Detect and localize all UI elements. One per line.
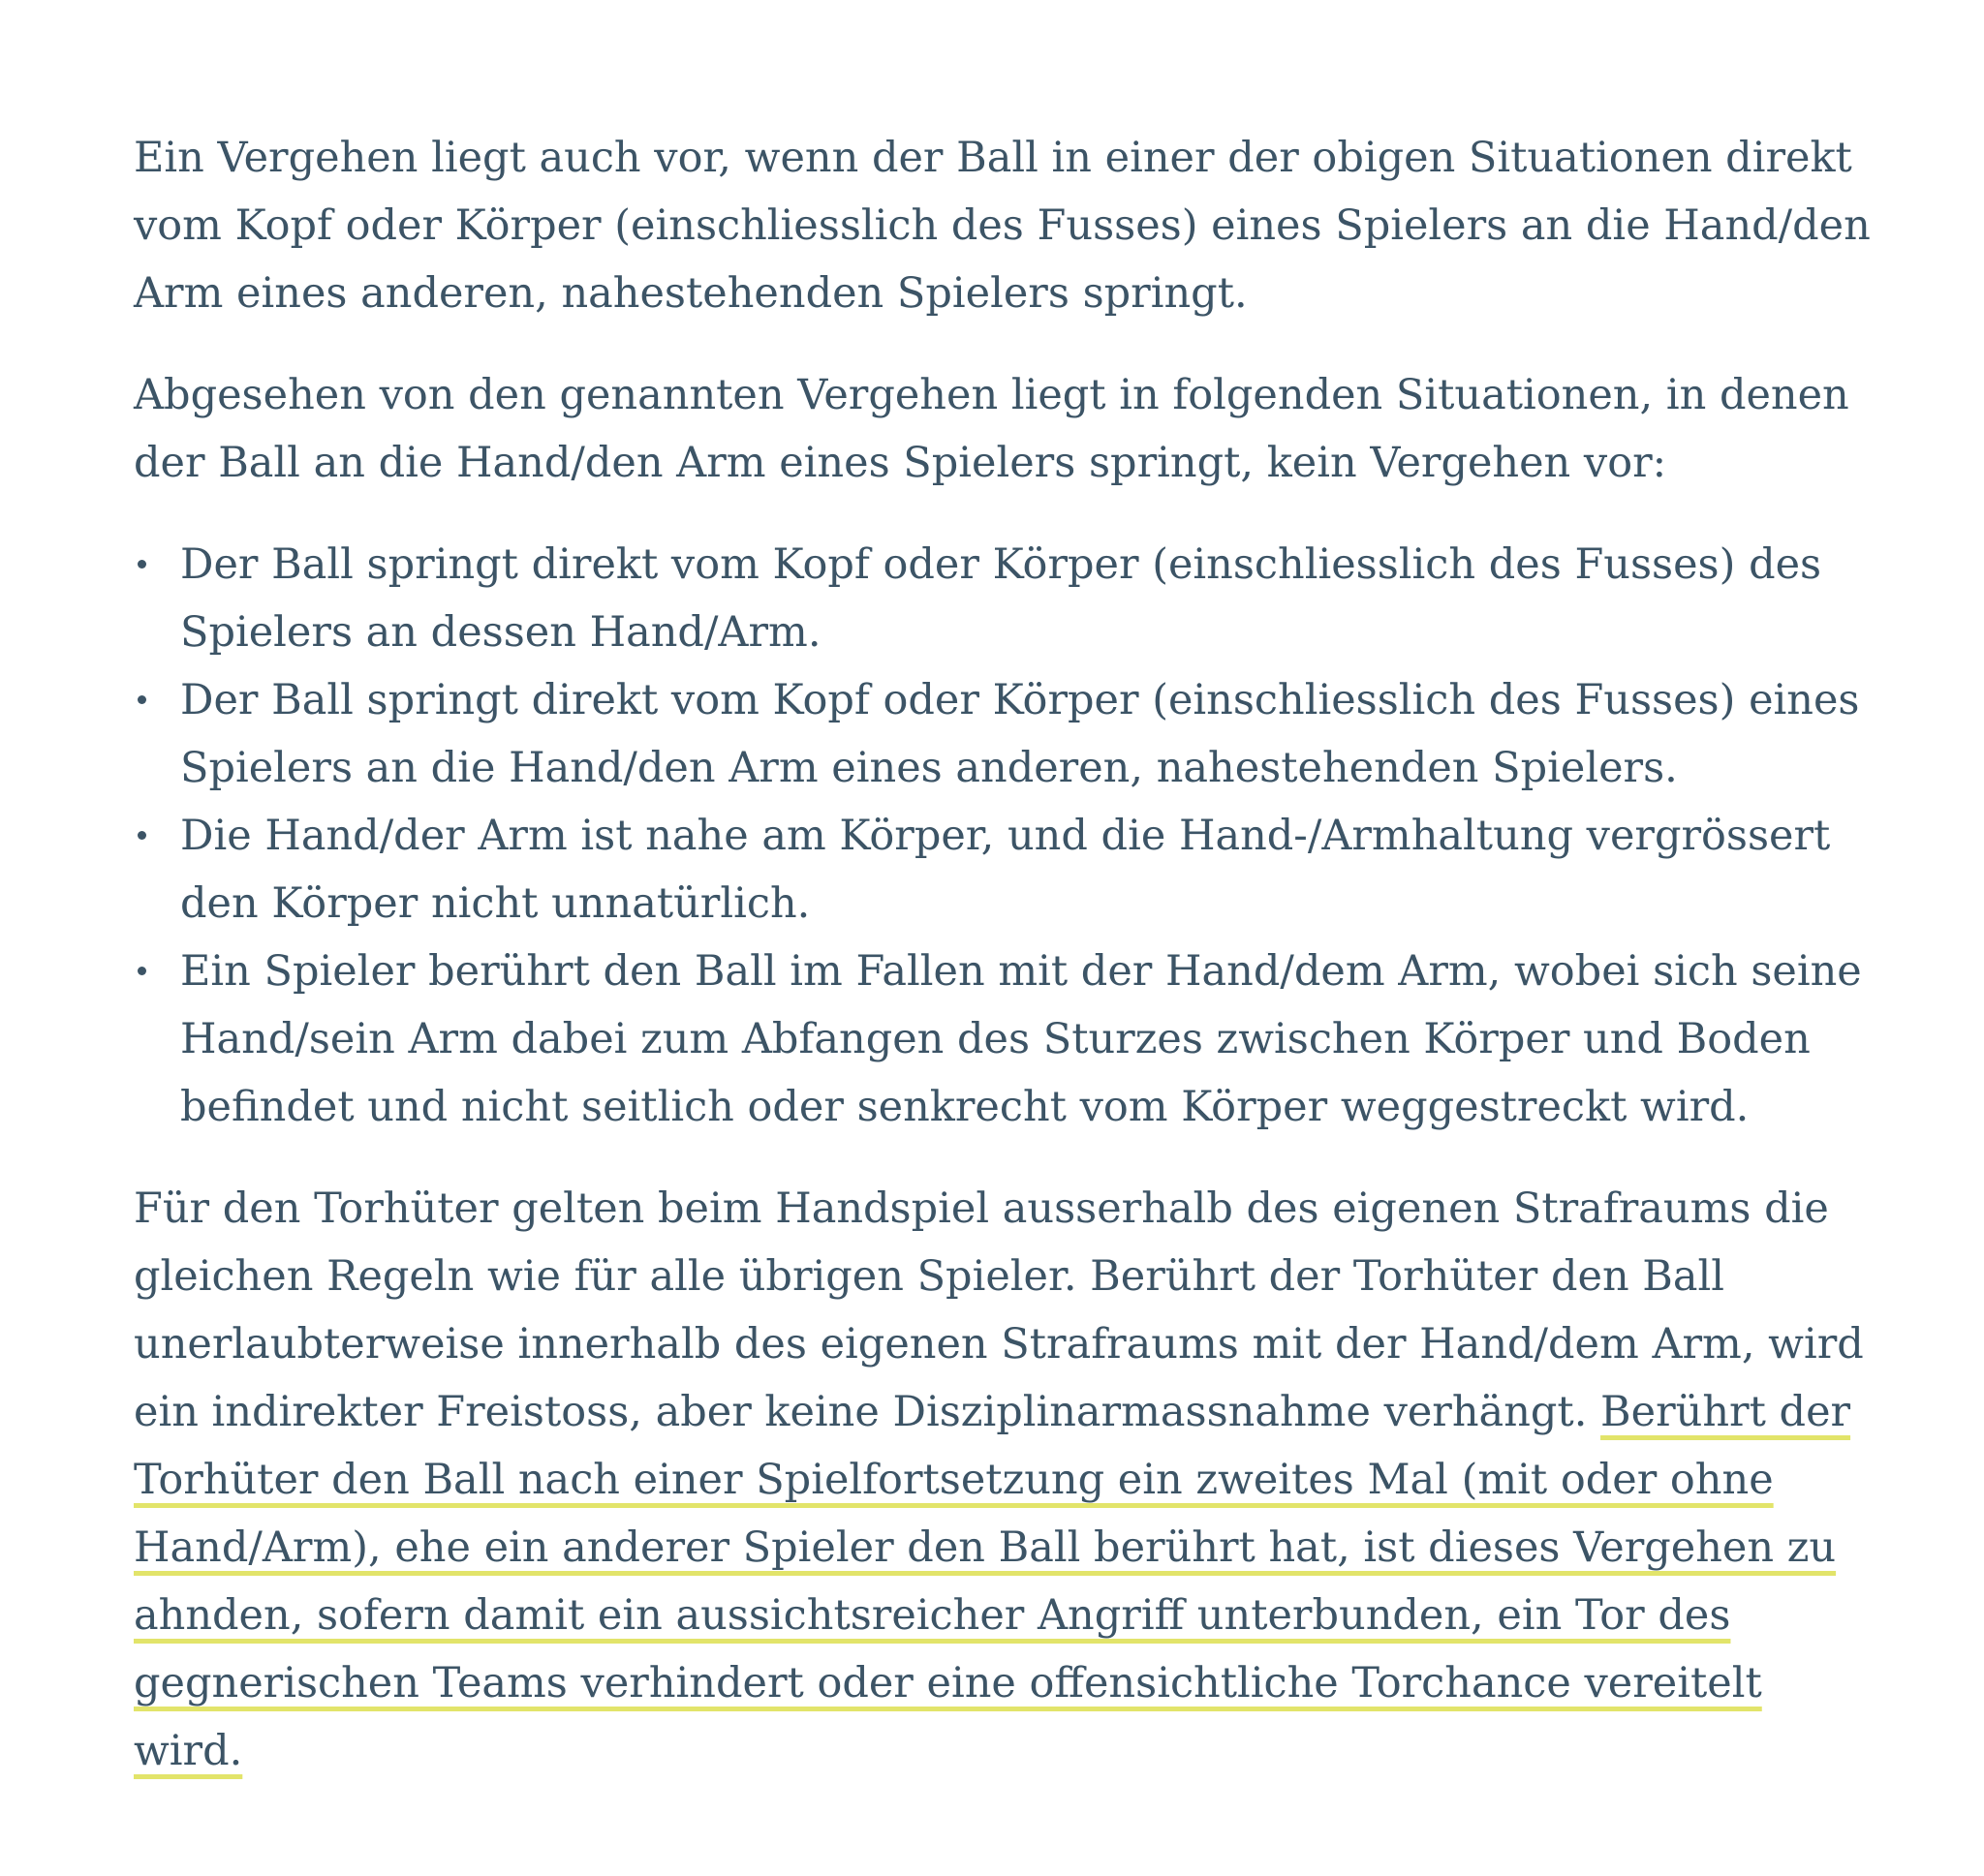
list-item (134, 802, 1877, 938)
list-item-text: Ein Spieler berührt den Ball im Fallen mit der Hand/dem Arm, wobei sich seine Hand/sein Arm dabei zum Abfangen des Sturzes zwischen Körper und Boden befindet und nicht seitlich oder senkrecht vom Körper weggestreckt wird. (180, 947, 1862, 1131)
list-item (134, 666, 1877, 802)
bullet-icon (138, 560, 146, 569)
list-item (134, 938, 1877, 1141)
paragraph-vergehen-abpraller: Ein Vergehen liegt auch vor, wenn der Ball in einer der obigen Situationen direkt vom Kopf oder Körper (einschliesslich des Fusses) eines Spielers an die Hand/den Arm eines anderen, nahestehenden Spielers springt. (134, 134, 1871, 318)
list-item-text: Der Ball springt direkt vom Kopf oder Körper (einschliesslich des Fusses) eines Spielers an die Hand/den Arm eines anderen, nahestehenden Spielers. (180, 676, 1860, 792)
bullet-icon (138, 967, 146, 975)
exceptions-list (134, 531, 1877, 1141)
list-item (134, 531, 1877, 666)
list-item-text: Der Ball springt direkt vom Kopf oder Körper (einschliesslich des Fusses) des Spielers an dessen Hand/Arm. (180, 540, 1822, 657)
bullet-icon (138, 695, 146, 704)
paragraph-kein-vergehen-intro: Abgesehen von den genannten Vergehen liegt in folgenden Situationen, in denen der Ball an die Hand/den Arm eines Spielers springt, kein Vergehen vor: (134, 371, 1849, 487)
list-item-text: Die Hand/der Arm ist nahe am Körper, und die Hand-/Armhaltung vergrössert den Körper nicht unnatürlich. (180, 812, 1831, 928)
torhueter-plain-text: Für den Torhüter gelten beim Handspiel ausserhalb des eigenen Strafraums die gleichen Regeln wie für alle übrigen Spieler. Berührt der Torhüter den Ball unerlaubterweise innerhalb des eigenen Strafraums mit der Hand/dem Arm, wird ein indirekter Freistoss, aber keine Disziplinarmassnahme verhängt. (134, 1184, 1864, 1436)
highlighted-text: Berührt der Torhüter den Ball nach einer Spielfortsetzung ein zweites Mal (mit oder ohne Hand/Arm), ehe ein anderer Spieler den Ball berührt hat, ist dieses Vergehen zu ahnden, sofern damit ein aussichtsreicher Angriff unterbunden, ein Tor des gegnerischen Teams verhindert oder eine offensichtliche Torchance vereitelt wird. (134, 1388, 1851, 1775)
paragraph-torhueter (134, 1175, 1877, 1785)
bullet-icon (138, 831, 146, 840)
document-body (134, 124, 1877, 1819)
